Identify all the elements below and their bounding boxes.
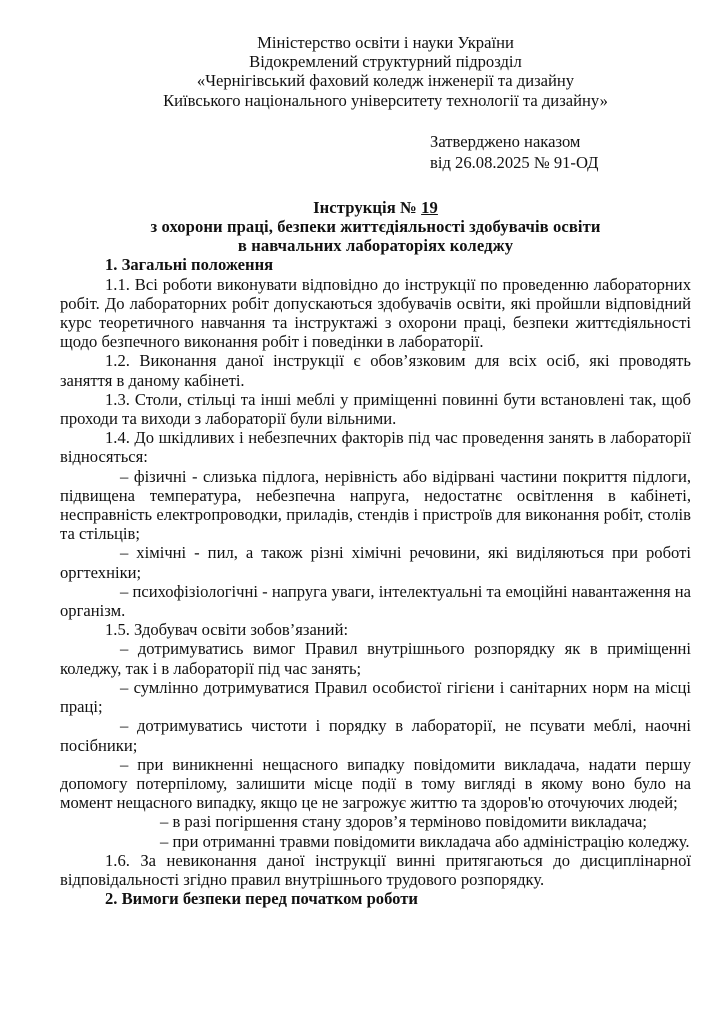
university-line: Київського національного університету технології та дизайну» xyxy=(163,90,608,110)
paragraph-1-2: 1.2. Виконання даної інструкції є обов’язковим для всіх осіб, які проводять заняття в даному кабінеті. xyxy=(60,351,691,390)
paragraph-1-6: 1.6. За невиконання даної інструкції винні притягаються до дисциплінарної відповідальності згідно правил внутрішнього трудового розпорядку. xyxy=(60,850,691,889)
factor-psychophysiological: – психофізіологічні - напруга уваги, інтелектуальні та емоційні навантаження на організм. xyxy=(60,581,691,621)
duty-item: – сумлінно дотримуватися Правил особистої гігієни і санітарних норм на місці праці; xyxy=(60,677,691,717)
ministry-line: Міністерство освіти і науки України xyxy=(257,33,514,52)
duty-item: – при виникненні нещасного випадку повідомити викладача, надати першу допомогу потерпілому, залишити місце події в тому вигляді в якому воно було на момент нещасного випадку, якщо це не загрожує життю та здоров'ю оточуючих людей; xyxy=(60,754,691,813)
section-2-heading: 2. Вимоги безпеки перед початком роботи xyxy=(105,889,418,909)
subdivision-line: Відокремлений структурний підрозділ xyxy=(249,52,522,72)
approval-label: Затверджено наказом xyxy=(430,131,581,151)
title-prefix: Інструкція № xyxy=(313,197,422,217)
factor-physical: – фізичні - слизька підлога, нерівність або відірвані частини покриття підлоги, підвищена температура, небезпечна напруга, недостатнє освітлення в кабінеті, несправність електропроводки, приладів, стендів і пристроїв для виконання робіт, столів та стільців; xyxy=(60,466,691,544)
instruction-title xyxy=(60,198,691,256)
section-1-heading: 1. Загальні положення xyxy=(105,255,274,275)
title-location: в навчальних лабораторіях коледжу xyxy=(237,236,514,256)
college-line: «Чернігівський фаховий коледж інженерії та дизайну xyxy=(196,71,575,91)
document-header xyxy=(80,33,691,110)
paragraph-1-3: 1.3. Столи, стільці та інші меблі у приміщенні повинні бути встановлені так, щоб проходи та виходи з лабораторії були вільними. xyxy=(60,389,691,429)
duty-item: – дотримуватись вимог Правил внутрішнього розпорядку як в приміщенні коледжу, так і в лабораторії під час занять; xyxy=(60,639,691,678)
title-subject: з охорони праці, безпеки життєдіяльності здобувачів освіти xyxy=(150,217,601,237)
paragraph-1-4: 1.4. До шкідливих і небезпечних факторів під час проведення занять в лабораторії відносяться: xyxy=(60,428,691,467)
duty-item-health: – в разі погіршення стану здоров’я терміново повідомити викладача; xyxy=(160,812,647,832)
approval-block xyxy=(430,131,691,173)
paragraph-1-5: 1.5. Здобувач освіти зобов’язаний: xyxy=(105,620,349,640)
document-page xyxy=(60,33,691,908)
factor-chemical: – хімічні - пил, а також різні хімічні речовини, які виділяються при роботі оргтехніки; xyxy=(60,543,691,582)
instruction-number: 19 xyxy=(421,197,438,217)
paragraph-1-1: 1.1. Всі роботи виконувати відповідно до інструкції по проведенню лабораторних робіт. До лабораторних робіт допускаються здобувачів освіти, які пройшли відповідний курс теоретичного навчання та інструктажі з охорони праці, безпеки життєдіяльності щодо безпечного виконання робіт і поведінки в лабораторії. xyxy=(60,274,691,352)
duty-item: – дотримуватись чистоти і порядку в лабораторії, не псувати меблі, наочні посібники; xyxy=(60,716,691,755)
approval-order: від 26.08.2025 № 91-ОД xyxy=(430,152,599,172)
duty-item-injury: – при отриманні травми повідомити викладача або адміністрацію коледжу. xyxy=(160,831,690,851)
